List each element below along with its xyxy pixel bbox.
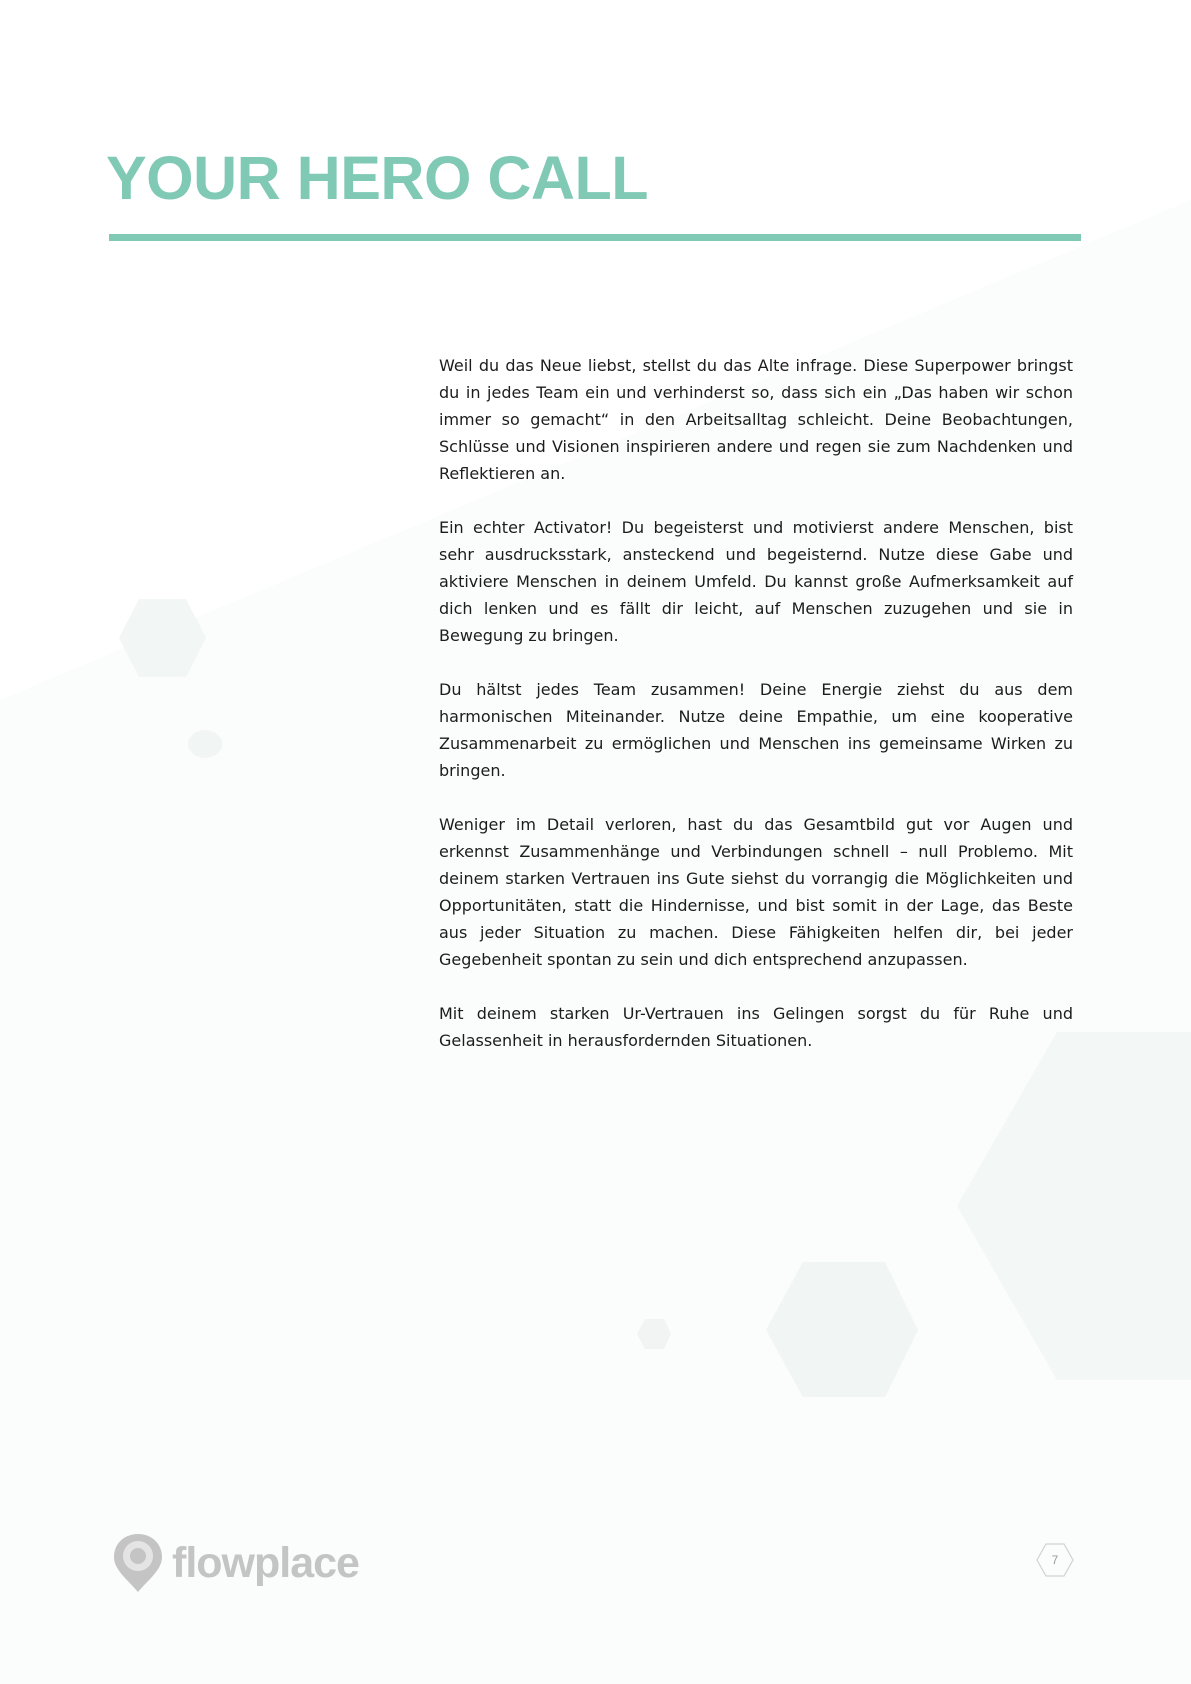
flowplace-logo [112,1532,372,1596]
map-pin-icon [112,1532,164,1594]
dot-shape [188,730,222,758]
paragraph: Du hältst jedes Team zusammen! Deine Energie ziehst du aus dem harmonischen Miteinander. Nutze deine Empathie, um eine kooperative Zusammenarbeit zu ermöglichen und Menschen ins gemeinsame Wirken zu bringen. [439,680,1073,780]
body-text [439,352,1073,1081]
paragraph: Weil du das Neue liebst, stellst du das Alte infrage. Diese Superpower bringst du in jedes Team ein und verhinderst so, dass sich ein „Das haben wir schon immer so gemacht“ in den Arbeitsalltag schleicht. Deine Beobachtungen, Schlüsse und Visionen inspirieren andere und regen sie zum Nachdenken und Reflektieren an. [439,356,1073,483]
title-divider [109,234,1081,241]
page-number-badge [1036,1543,1074,1577]
page-number: 7 [1051,1553,1059,1567]
paragraph: Weniger im Detail verloren, hast du das Gesamtbild gut vor Augen und erkennst Zusammenhänge und Verbindungen schnell – null Problemo. Mit deinem starken Vertrauen ins Gute siehst du vorrangig die Möglichkeiten und Opportunitäten, statt die Hindernisse, und bist somit in der Lage, das Beste aus jeder Situation zu machen. Diese Fähigkeiten helfen dir, bei jeder Gegebenheit spontan zu sein und dich entsprechend anzupassen. [439,815,1073,969]
logo-text: flowplace [172,1539,359,1587]
paragraph: Ein echter Activator! Du begeisterst und motivierst andere Menschen, bist sehr ausdrucksstark, ansteckend und begeisternd. Nutze diese Gabe und aktiviere Menschen in deinem Umfeld. Du kannst große Aufmerksamkeit auf dich lenken und es fällt dir leicht, auf Menschen zuzugehen und sie in Bewegung zu bringen. [439,518,1073,645]
paragraph: Mit deinem starken Ur-Vertrauen ins Gelingen sorgst du für Ruhe und Gelassenheit in herausfordernden Situationen. [439,1004,1073,1050]
page-title: YOUR HERO CALL [106,144,648,212]
